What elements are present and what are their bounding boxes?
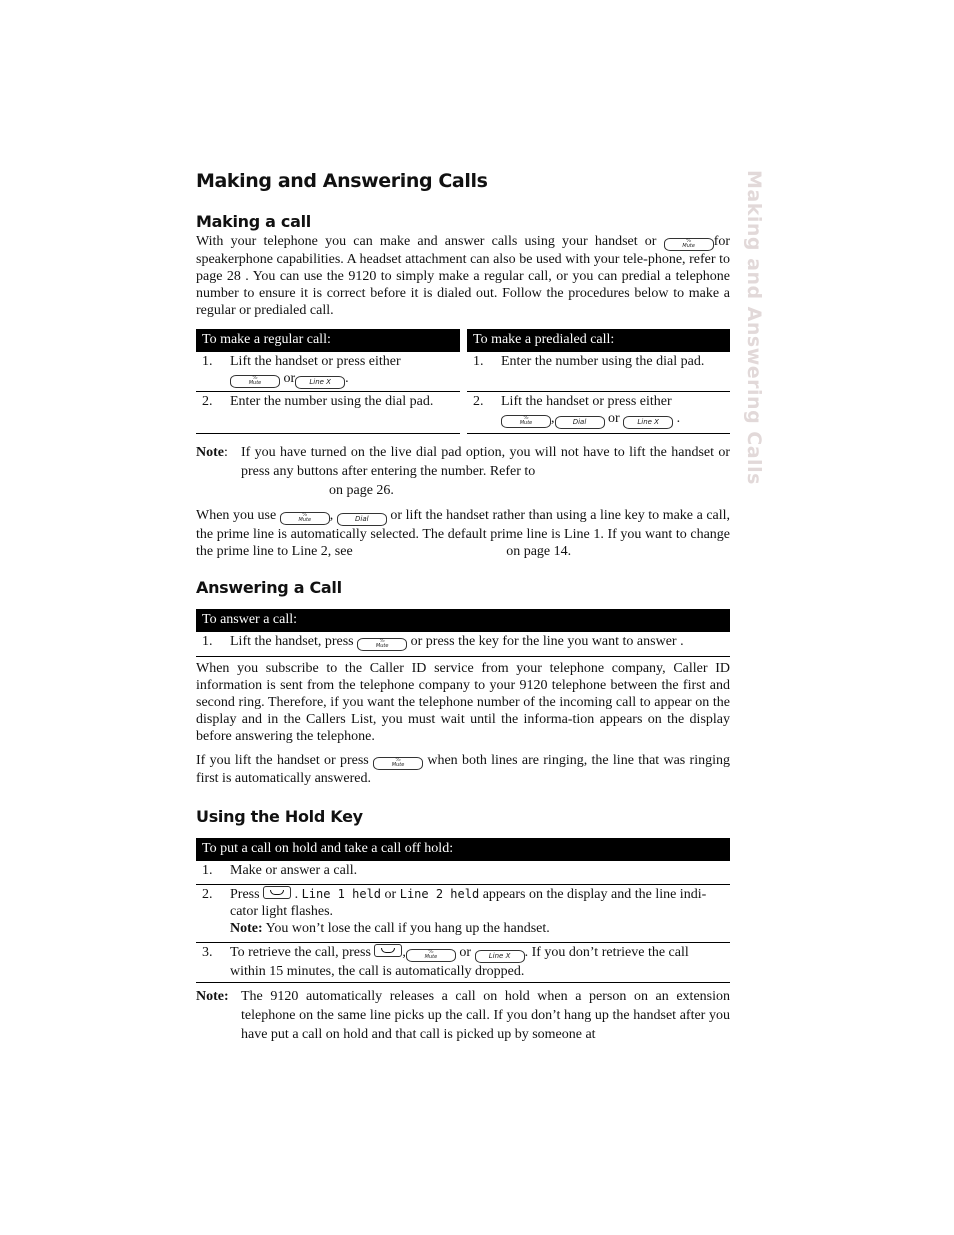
table-row: 2. Enter the number using the dial pad. [196, 392, 460, 434]
make-call-table [196, 329, 730, 434]
hold-key-icon [263, 886, 291, 899]
table-row: 3. To retrieve the call, press , ⁰⁄₀ Mute or Line X . If you don’t retrieve the call within 15 minutes, the call is automatically dropped. [196, 943, 730, 983]
hold-header: To put a call on hold and take a call off hold: [196, 838, 730, 861]
hold-key-heading: Using the Hold Key [196, 807, 363, 826]
caller-id-paragraph: When you subscribe to the Caller ID service from your telephone company, Caller ID information is sent from the telephone company to your 9120 telephone between the first and second ring. Therefore, if you want the telephone number of the incoming call to appear on the display and in the Callers List, you must wait until the informa-tion appears on the display before answering the telephone. [196, 661, 730, 744]
page-title: Making and Answering Calls [196, 170, 488, 192]
answer-call-table [196, 609, 730, 657]
making-call-heading: Making a call [196, 212, 311, 231]
making-call-intro [196, 233, 730, 319]
side-tab [736, 170, 766, 485]
speaker-mute-key-icon: ⁰⁄₀ Mute [230, 375, 280, 388]
table-row: 1. Lift the handset or press either ⁰⁄₀ Mute or Line X . [196, 352, 460, 392]
prime-line-paragraph: When you use ⁰⁄₀ Mute , Dial or lift the handset rather than using a line key to make a call, the prime line is automatically selected. The default prime line is Line 1. If you want to change the prime line to Line 2, see on page 14. [196, 508, 731, 559]
regular-call-column [196, 329, 460, 434]
speaker-mute-key-icon: ⁰⁄₀ Mute [280, 512, 330, 525]
both-lines-paragraph: If you lift the handset or press ⁰⁄₀ Mute when both lines are ringing, the line that was ringing first is automatically answered. [196, 753, 730, 786]
hold-key-icon [374, 944, 402, 957]
side-tab-label: Making and Answering Calls [743, 170, 765, 485]
dial-key-icon: Dial [555, 416, 605, 429]
intro-text-b: for speakerphone capabilities. A headset attachment can also be used with your tele-phone, refer to page 28 . You can use the 9120 to simply make a regular call, or you can predial a telephone number to ensure it is correct before it is dialed out. Follow the procedures below to make a regular or predialed call. [196, 234, 731, 318]
line-x-key-icon: Line X [623, 416, 673, 429]
regular-call-header: To make a regular call: [196, 329, 460, 352]
speaker-mute-key-icon: ⁰⁄₀ Mute [406, 949, 456, 962]
predial-call-column [467, 329, 730, 434]
table-row: 2. Press . Line 1 held or Line 2 held appears on the display and the line indi-cator light flashes. Note: You won’t lose the call if you hang up the handset. [196, 885, 730, 943]
speaker-mute-key-icon: ⁰⁄₀ Mute [664, 238, 714, 251]
table-row: 2. Lift the handset or press either ⁰⁄₀ Mute , Dial or Line X . [467, 392, 730, 434]
predial-call-header: To make a predialed call: [467, 329, 730, 352]
live-dial-note: Note: If you have turned on the live dial pad option, you will not have to lift the handset or press any buttons after entering the number. Refer to on page 26. [196, 445, 730, 498]
table-row: 1. Lift the handset, press ⁰⁄₀ Mute or press the key for the line you want to answer . [196, 632, 730, 657]
line-x-key-icon: Line X [475, 950, 525, 963]
line-x-key-icon: Line X [295, 376, 345, 389]
speaker-mute-key-icon: ⁰⁄₀ Mute [357, 638, 407, 651]
table-row: 1. Make or answer a call. [196, 861, 730, 885]
hold-release-note: Note: The 9120 automatically releases a call on hold when a person on an extension telephone on the same line picks up the call. If you don’t hang up the handset after you have put a call on hold and that call is picked up by someone at [196, 989, 730, 1042]
speaker-mute-key-icon: ⁰⁄₀ Mute [373, 757, 423, 770]
intro-text-a: With your telephone you can make and answer calls using your handset or [196, 234, 657, 249]
speaker-mute-key-icon: ⁰⁄₀ Mute [501, 415, 551, 428]
dial-key-icon: Dial [337, 513, 387, 526]
answer-call-header: To answer a call: [196, 609, 730, 632]
answering-call-heading: Answering a Call [196, 578, 342, 597]
hold-table [196, 838, 730, 983]
table-row: 1. Enter the number using the dial pad. [467, 352, 730, 392]
